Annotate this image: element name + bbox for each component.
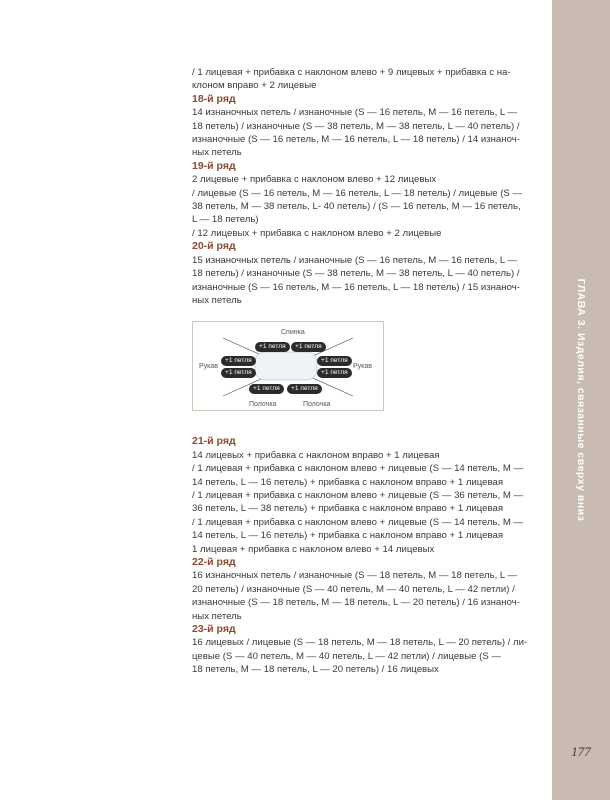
row-line: 1 лицевая + прибавка с наклоном влево + 14 лицевых: [192, 543, 435, 555]
row-title: 19-й ряд: [192, 159, 236, 172]
row-line: изнаночные (S — 18 петель, M — 18 петель, L — 20 петель) / 16 изнаноч-: [192, 597, 520, 609]
page-content: [192, 66, 532, 677]
row-line: ных петель: [192, 147, 242, 159]
row-line: 16 лицевых / лицевые (S — 18 петель, M — 18 петель, L — 20 петель) / ли-: [192, 637, 528, 649]
row-line: 36 петель, L — 38 петель) + прибавка с наклоном вправо + 1 лицевая: [192, 503, 504, 515]
label-front-right: Полочка: [303, 401, 331, 409]
label-sleeve-right: Рукав: [353, 363, 372, 371]
row-line: 18 петель) / изнаночные (S — 38 петель, M — 38 петель, L — 40 петель) /: [192, 268, 520, 280]
row-line: 38 петель, M — 38 петель, L- 40 петель) / (S — 16 петель, M — 16 петель,: [192, 201, 521, 213]
chapter-title: ГЛАВА 3. Изделия, связанные сверху вниз: [575, 278, 587, 522]
row-title: 20-й ряд: [192, 240, 236, 253]
increase-badge: +1 петля: [317, 368, 352, 378]
row-line: изнаночные (S — 16 петель, M — 16 петель, L — 18 петель) / 15 изнаноч-: [192, 281, 520, 293]
rows-group-a: [192, 93, 532, 308]
row-line: / лицевые (S — 16 петель, M — 16 петель, L — 18 петель) / лицевые (S —: [192, 187, 523, 199]
row-line: / 12 лицевых + прибавка с наклоном влево + 2 лицевые: [192, 227, 442, 239]
row-title: 23-й ряд: [192, 623, 236, 635]
row-line: ных петель: [192, 610, 242, 622]
increase-badge: +1 петля: [249, 384, 284, 394]
row-line: 18 петель, M — 18 петель, L — 20 петель) / 16 лицевых: [192, 664, 439, 676]
row-line: 14 петель, L — 16 петель) + прибавка с наклоном вправо + 1 лицевая: [192, 476, 504, 488]
row-line: ных петель: [192, 294, 242, 306]
row-title: 21-й ряд: [192, 435, 236, 448]
raglan-diagram: [192, 321, 384, 411]
row-line: 14 лицевых + прибавка с наклоном вправо + 1 лицевая: [192, 449, 440, 461]
row-line: 16 изнаночных петель / изнаночные (S — 18 петель, M — 18 петель, L —: [192, 570, 518, 582]
row-line: 18 петель) / изнаночные (S — 38 петель, M — 38 петель, L — 40 петель) /: [192, 120, 520, 132]
row-line: изнаночные (S — 16 петель, M — 16 петель, L — 18 петель) / 14 изнаноч-: [192, 134, 520, 146]
increase-badge: +1 петля: [221, 368, 256, 378]
row-line: L — 18 петель): [192, 214, 259, 226]
row-line: 15 изнаночных петель / изнаночные (S — 16 петель, M — 16 петель, L —: [192, 254, 518, 266]
rows-group-b: [192, 435, 532, 676]
label-front-left: Полочка: [249, 401, 277, 409]
increase-badge: +1 петля: [291, 342, 326, 352]
row-line: / 1 лицевая + прибавка с наклоном влево + лицевые (S — 36 петель, M —: [192, 489, 524, 501]
row-line: 14 изнаночных петель / изнаночные (S — 16 петель, M — 16 петель, L —: [192, 107, 518, 119]
intro-text: / 1 лицевая + прибавка с наклоном влево + 9 лицевых + прибавка с на- клоном вправо + 2 лицевые: [192, 67, 511, 92]
row-line: 20 петель) / изнаночные (S — 40 петель, M — 40 петель, L — 42 петли) /: [192, 583, 515, 595]
increase-badge: +1 петля: [255, 342, 290, 352]
increase-badge: +1 петля: [221, 356, 256, 366]
row-title: 22-й ряд: [192, 555, 236, 568]
row-line: 14 петель, L — 16 петель) + прибавка с наклоном вправо + 1 лицевая: [192, 530, 504, 542]
row-line: / 1 лицевая + прибавка с наклоном влево + лицевые (S — 14 петель, M —: [192, 463, 524, 475]
increase-badge: +1 петля: [317, 356, 352, 366]
increase-badge: +1 петля: [287, 384, 322, 394]
row-line: / 1 лицевая + прибавка с наклоном влево + лицевые (S — 14 петель, M —: [192, 516, 524, 528]
label-sleeve-left: Рукав: [199, 363, 218, 371]
row-title: 18-й ряд: [192, 92, 236, 105]
label-back: Спинка: [281, 329, 305, 337]
page-number: 177: [571, 744, 591, 759]
row-line: 2 лицевые + прибавка с наклоном влево + 12 лицевых: [192, 174, 437, 186]
row-line: цевые (S — 40 петель, M — 40 петель, L — 42 петли) / лицевые (S —: [192, 650, 502, 662]
